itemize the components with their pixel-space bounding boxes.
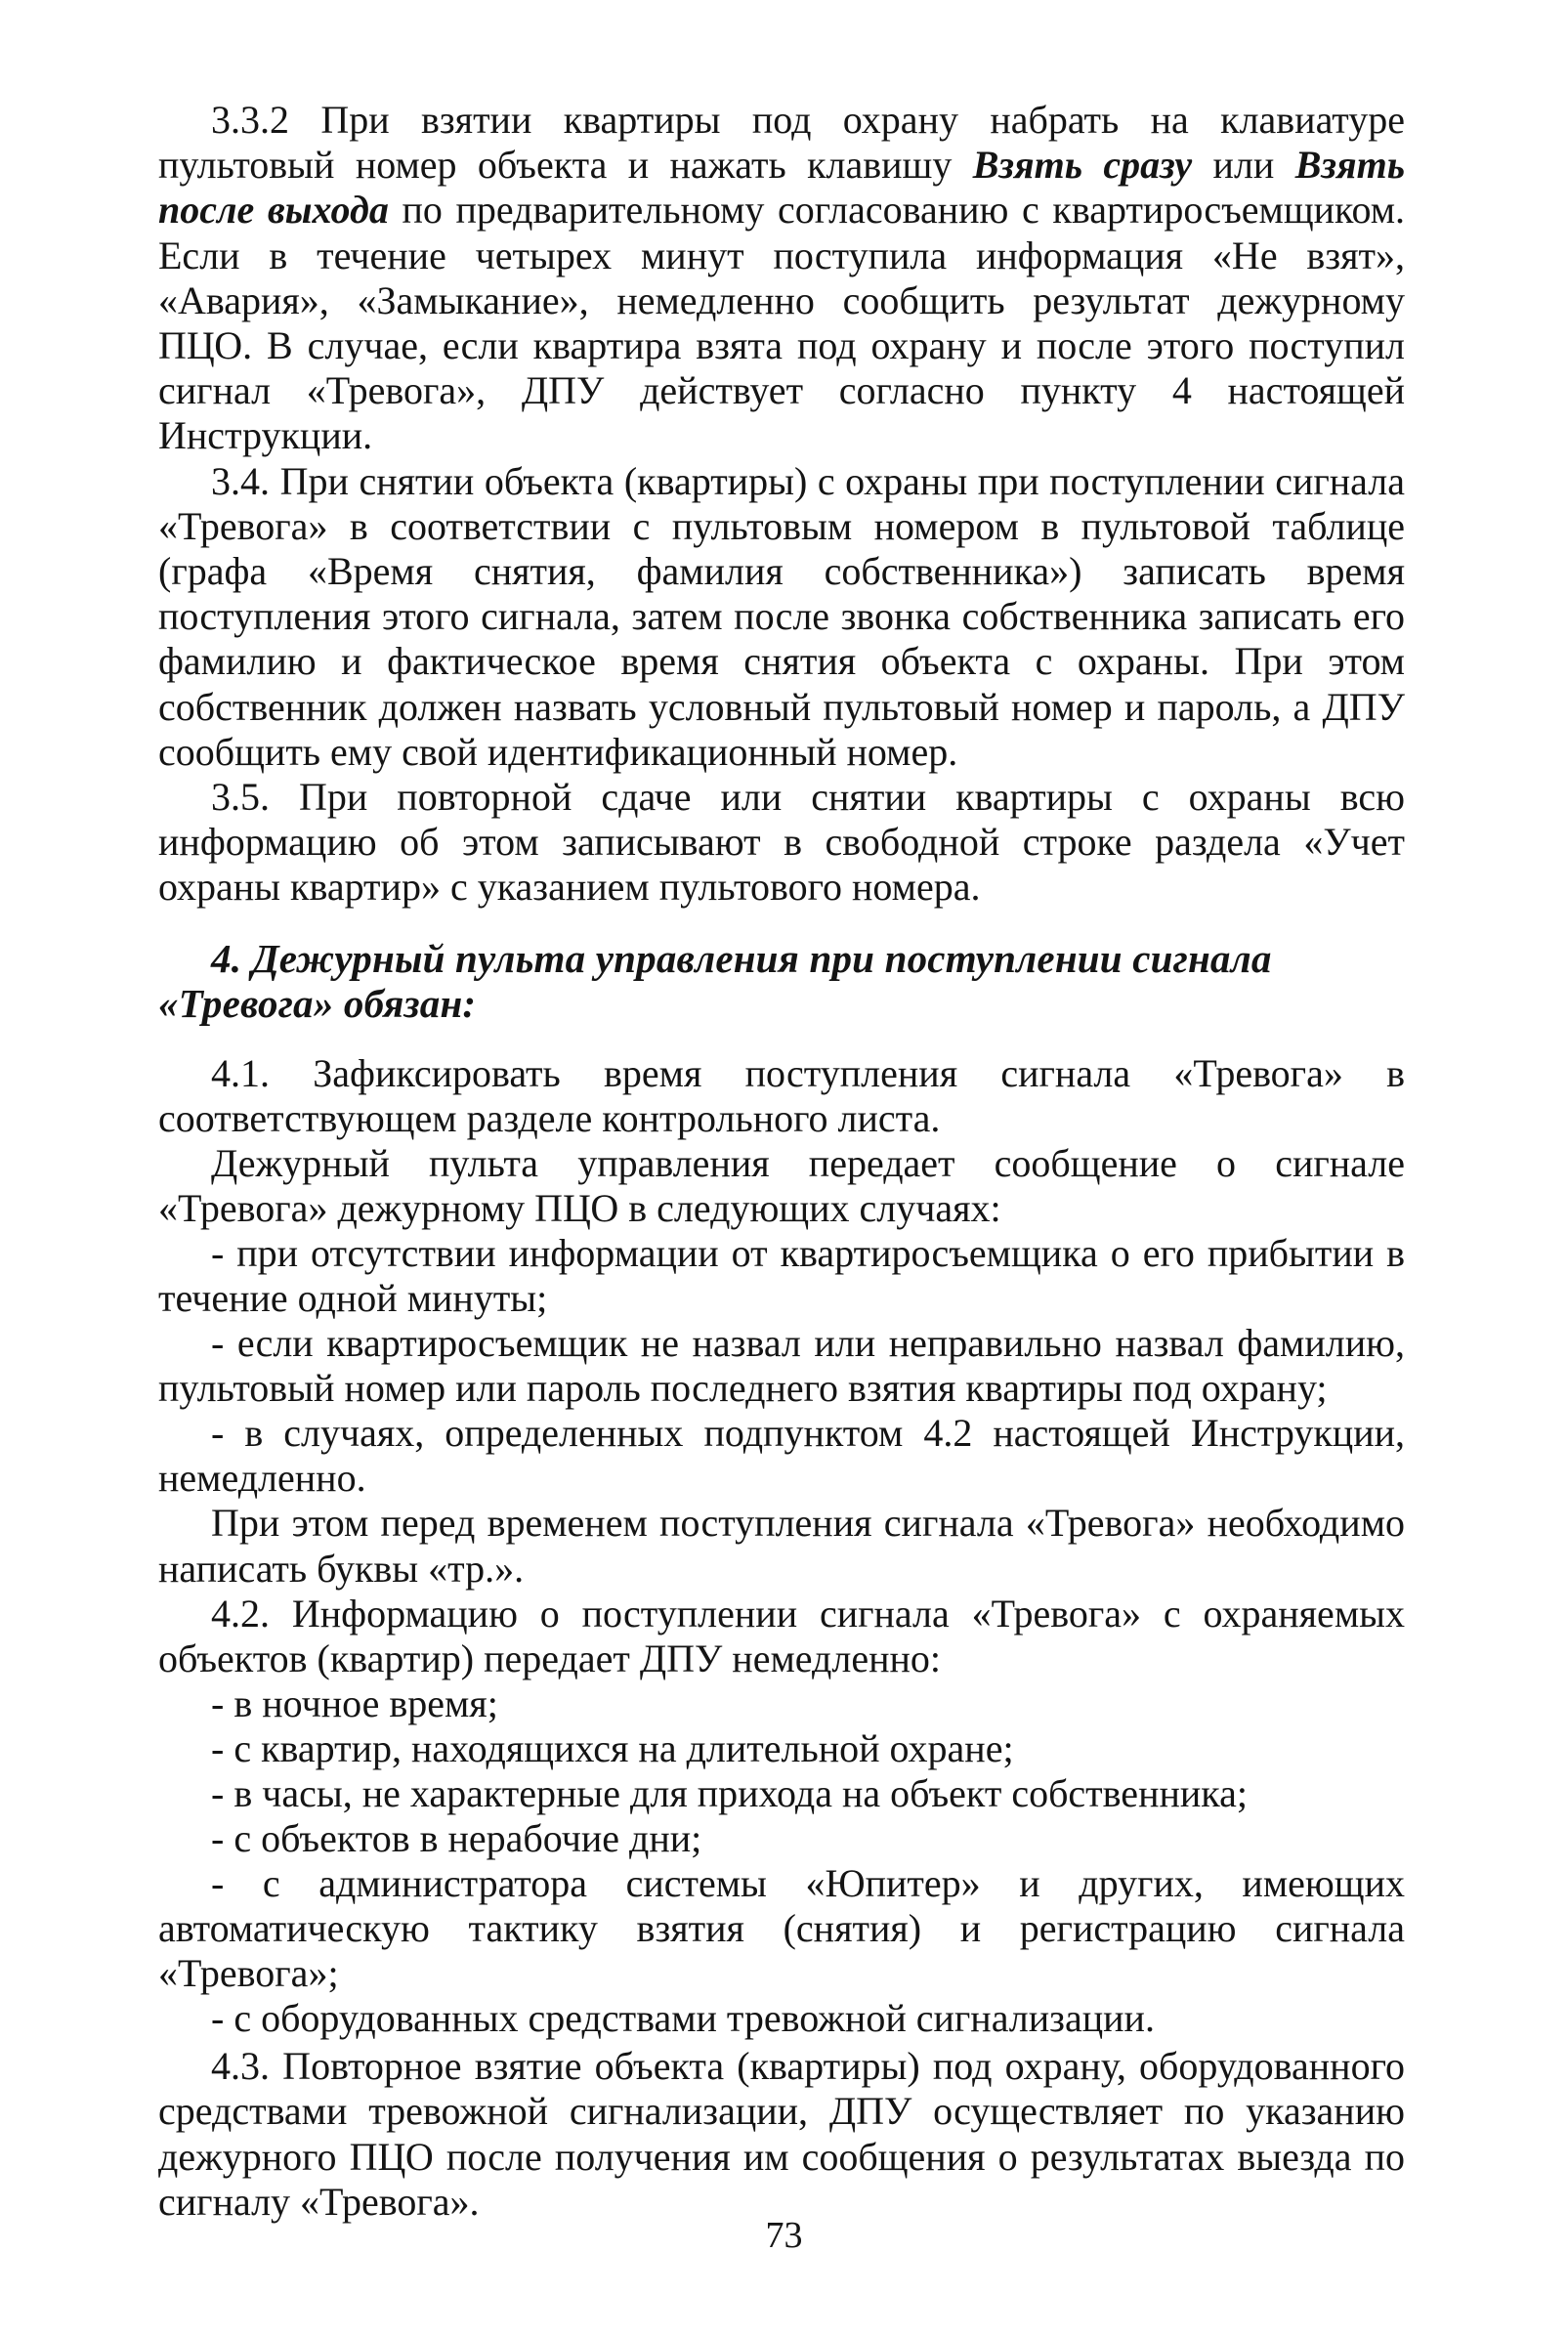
paragraph-3-3-2-text-a: 3.3.2 При взятии квартиры под охрану набрать на клавиатуре пультовый номер объекта и нажать клавишу [158,98,1405,188]
paragraph-4-2: 4.2. Информацию о поступлении сигнала «Тревога» с охраняемых объектов (квартир) передает ДПУ немедленно: [158,1591,1405,1681]
page-content [158,98,1405,2225]
paragraph-3-3-2 [158,98,1405,459]
paragraph-4-3: 4.3. Повторное взятие объекта (квартиры) под охрану, оборудованного средствами тревожной сигнализации, ДПУ осуществляет по указанию дежурного ПЦО после получения им сообщения о результатах выезда по сигналу «Тревога». [158,2044,1405,2224]
key-take-after-exit: Взять после выхода [158,143,1405,233]
list-item: - в ночное время; [211,1681,498,1726]
list-item: - в часы, не характерные для прихода на объект собственника; [211,1771,1248,1816]
key-take-now: Взять сразу [972,143,1193,188]
paragraph-3-3-2-text-c: или [1192,143,1295,188]
paragraph-3-4: 3.4. При снятии объекта (квартиры) с охраны при поступлении сигнала «Тревога» в соответствии с пультовым номером в пультовой таблице (графа «Время снятия, фамилия собственника») записать время поступления этого сигнала, затем после звонка собственника записать его фамилию и фактическое время снятия объекта с охраны. При этом собственник должен назвать условный пультовый номер и пароль, а ДПУ сообщить ему свой идентификационный номер. [158,458,1405,774]
paragraph-3-5: 3.5. При повторной сдаче или снятии квартиры с охраны всю информацию об этом записывают в свободной строке раздела «Учет охраны квартир» с указанием пультового номера. [158,775,1405,910]
list-item: - с квартир, находящихся на длительной охране; [211,1726,1014,1771]
list-item: - если квартиросъемщик не назвал или неправильно назвал фамилию, пультовый номер или пароль последнего взятия квартиры под охрану; [158,1321,1405,1411]
paragraph-4-1-c: При этом перед временем поступления сигнала «Тревога» необходимо написать буквы «тр.». [158,1501,1405,1591]
section-4-heading: 4. Дежурный пульта управления при поступлении сигнала «Тревога» обязан: [158,935,1272,1026]
list-item: - при отсутствии информации от квартиросъемщика о его прибытии в течение одной минуты; [158,1231,1405,1321]
list-item: - с администратора системы «Юпитер» и других, имеющих автоматическую тактику взятия (снятия) и регистрацию сигнала «Тревога»; [158,1861,1405,1996]
list-item: - в случаях, определенных подпунктом 4.2 настоящей Инструкции, немедленно. [158,1411,1405,1501]
list-item: - с объектов в нерабочие дни; [211,1816,702,1861]
page-number: 73 [765,2215,803,2256]
list-item: - с оборудованных средствами тревожной сигнализации. [211,1996,1155,2041]
paragraph-4-1-b: Дежурный пульта управления передает сообщение о сигнале «Тревога» дежурному ПЦО в следующих случаях: [158,1141,1405,1231]
paragraph-3-3-2-text-e: по предварительному согласованию с квартиросъемщиком. Если в течение четырех минут поступила информация «Не взят», «Авария», «Замыкание», немедленно сообщить результат дежурному ПЦО. В случае, если квартира взята под охрану и после этого поступил сигнал «Тревога», ДПУ действует согласно пункту 4 настоящей Инструкции. [158,188,1406,458]
paragraph-4-1: 4.1. Зафиксировать время поступления сигнала «Тревога» в соответствующем разделе контрольного листа. [158,1050,1405,1140]
